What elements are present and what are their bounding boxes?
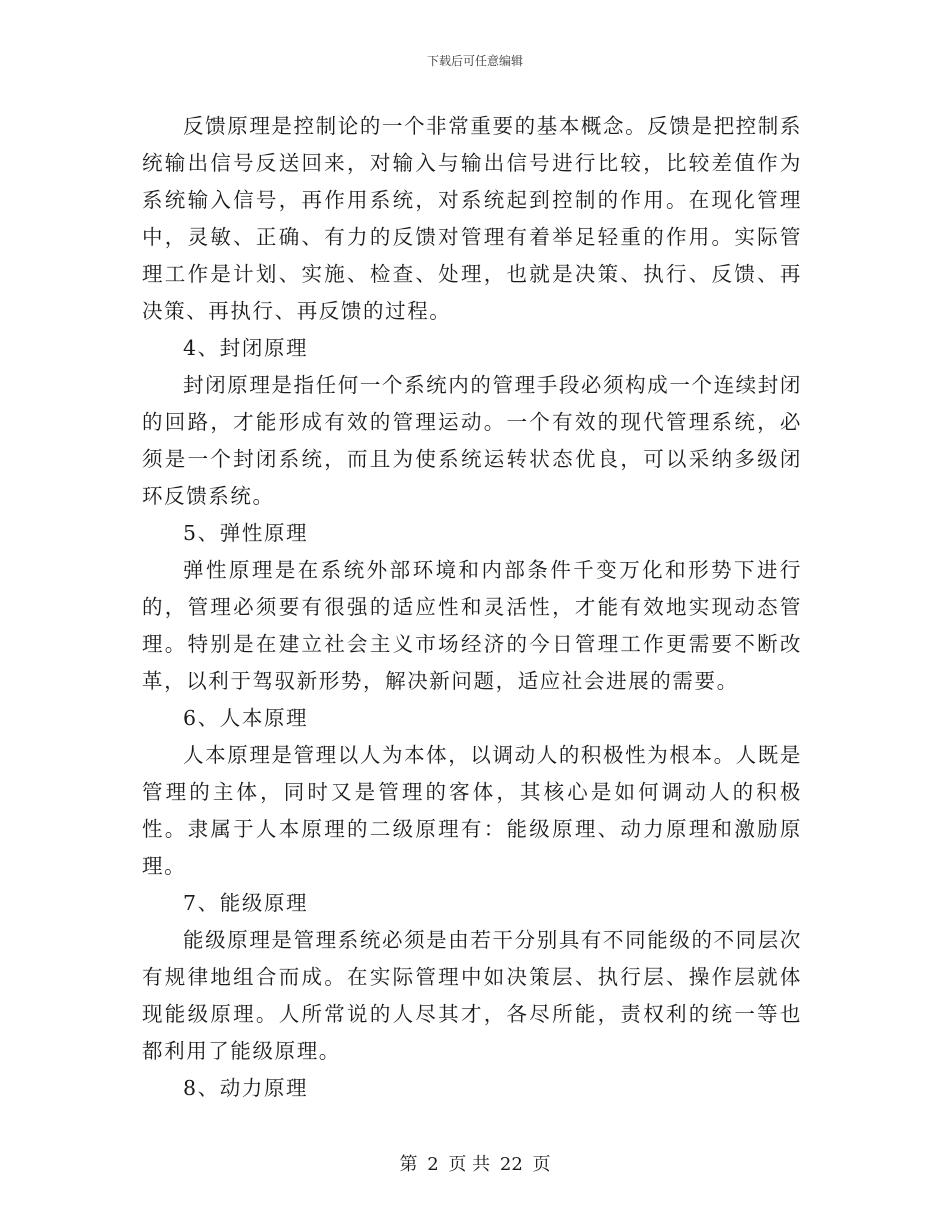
- page-number: 2: [427, 1154, 439, 1175]
- section-heading-energy-level-principle: 7、能级原理: [183, 891, 309, 915]
- paragraph-feedback-principle: 反馈原理是控制论的一个非常重要的基本概念。反馈是把控制系统输出信号反送回来，对输入与输出信号进行比较，比较差值作为系统输入信号，再作用系统，对系统起到控制的作用。在现化管理中，灵敏、正确、有力的反馈对管理有着举足轻重的作用。实际管理工作是计划、实施、检查、处理，也就是决策、执行、反馈、再决策、再执行、再反馈的过程。: [142, 114, 802, 323]
- paragraph-closure-principle: 封闭原理是指任何一个系统内的管理手段必须构成一个连续封闭的回路，才能形成有效的管理运动。一个有效的现代管理系统，必须是一个封闭系统，而且为使系统运转状态优良，可以采纳多级闭环反馈系统。: [142, 373, 802, 508]
- document-body: [142, 108, 802, 1107]
- section-heading-elasticity-principle: 5、弹性原理: [183, 521, 309, 545]
- page-label-mid: 页 共: [448, 1154, 491, 1175]
- paragraph-energy-level-principle: 能级原理是管理系统必须是由若干分别具有不同能级的不同层次有规律地组合而成。在实际管理中如决策层、执行层、操作层就体现能级原理。人所常说的人尽其才，各尽所能，责权利的统一等也都利用了能级原理。: [142, 928, 802, 1063]
- page-footer: [0, 1153, 950, 1177]
- page-label-prefix: 第: [399, 1154, 418, 1175]
- total-pages: 22: [499, 1154, 523, 1175]
- section-heading-human-oriented-principle: 6、人本原理: [183, 706, 309, 730]
- section-heading-closure-principle: 4、封闭原理: [183, 336, 309, 360]
- section-heading-motivation-principle: 8、动力原理: [183, 1076, 309, 1100]
- page-label-suffix: 页: [532, 1154, 551, 1175]
- page-header: 下载后可任意编辑: [426, 54, 523, 68]
- paragraph-elasticity-principle: 弹性原理是在系统外部环境和内部条件千变万化和形势下进行的，管理必须要有很强的适应性和灵活性，才能有效地实现动态管理。特别是在建立社会主义市场经济的今日管理工作更需要不断改革，以利于驾驭新形势，解决新问题，适应社会进展的需要。: [142, 558, 802, 693]
- paragraph-human-oriented-principle: 人本原理是管理以人为本体，以调动人的积极性为根本。人既是管理的主体，同时又是管理的客体，其核心是如何调动人的积极性。隶属于人本原理的二级原理有：能级原理、动力原理和激励原理。: [142, 743, 802, 878]
